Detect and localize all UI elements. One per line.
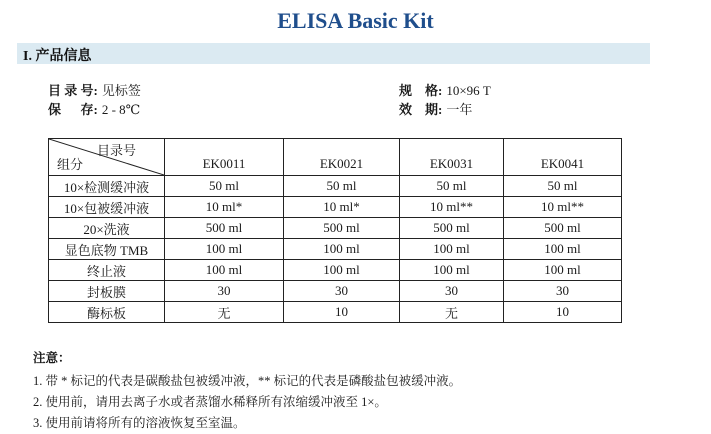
component-name: 显色底物 TMB bbox=[49, 239, 165, 260]
table-cell: 100 ml bbox=[284, 260, 400, 281]
table-cell: 100 ml bbox=[504, 239, 622, 260]
component-name: 10×包被缓冲液 bbox=[49, 197, 165, 218]
table-cell: 无 bbox=[400, 302, 504, 323]
table-cell: 50 ml bbox=[165, 176, 284, 197]
table-cell: 10 bbox=[504, 302, 622, 323]
table-cell: 100 ml bbox=[400, 239, 504, 260]
notes-title: 注意： bbox=[33, 351, 71, 365]
component-name: 20×洗液 bbox=[49, 218, 165, 239]
table-row bbox=[49, 197, 622, 218]
storage-label: 保 存: bbox=[48, 102, 98, 117]
table-cell: 100 ml bbox=[165, 260, 284, 281]
table-header-row bbox=[49, 139, 622, 176]
catalog-label: 目 录 号: bbox=[48, 83, 98, 98]
table-row bbox=[49, 302, 622, 323]
storage-value: 2 - 8℃ bbox=[101, 102, 141, 117]
note-item: 3. 使用前请将所有的溶液恢复至室温。 bbox=[33, 416, 246, 430]
table-cell: 100 ml bbox=[284, 239, 400, 260]
document-title: ELISA Basic Kit bbox=[277, 8, 434, 33]
corner-cell bbox=[49, 139, 165, 176]
table-row bbox=[49, 239, 622, 260]
table-row bbox=[49, 281, 622, 302]
component-name: 10×检测缓冲液 bbox=[49, 176, 165, 197]
component-name: 终止液 bbox=[49, 260, 165, 281]
validity-value: 一年 bbox=[446, 102, 473, 117]
table-cell: 10 bbox=[284, 302, 400, 323]
spec-field bbox=[399, 80, 491, 99]
table-cell: 500 ml bbox=[165, 218, 284, 239]
table-cell: 30 bbox=[504, 281, 622, 302]
spec-value: 10×96 T bbox=[446, 83, 491, 98]
table-cell: 10 ml** bbox=[400, 197, 504, 218]
table-cell: 50 ml bbox=[400, 176, 504, 197]
table-cell: 10 ml** bbox=[504, 197, 622, 218]
table-cell: 30 bbox=[284, 281, 400, 302]
column-header: EK0031 bbox=[400, 139, 504, 176]
table-cell: 100 ml bbox=[504, 260, 622, 281]
table-cell: 500 ml bbox=[504, 218, 622, 239]
kit-components-table bbox=[48, 138, 622, 323]
table-cell: 无 bbox=[165, 302, 284, 323]
notes-section bbox=[33, 348, 461, 434]
storage-field bbox=[48, 99, 140, 118]
section-header-product-info bbox=[17, 43, 650, 64]
column-header: EK0021 bbox=[284, 139, 400, 176]
validity-field bbox=[399, 99, 472, 118]
note-item: 1. 带 * 标记的代表是碳酸盐包被缓冲液，** 标记的代表是磷酸盐包被缓冲液。 bbox=[33, 374, 462, 388]
note-item: 2. 使用前，请用去离子水或者蒸馏水稀释所有浓缩缓冲液至 1×。 bbox=[33, 395, 387, 409]
table-row bbox=[49, 218, 622, 239]
corner-component-label: 组分 bbox=[57, 157, 84, 172]
table-cell: 50 ml bbox=[504, 176, 622, 197]
column-header: EK0041 bbox=[504, 139, 622, 176]
table-row bbox=[49, 260, 622, 281]
table-row bbox=[49, 176, 622, 197]
table-cell: 50 ml bbox=[284, 176, 400, 197]
column-header: EK0011 bbox=[165, 139, 284, 176]
table-cell: 500 ml bbox=[284, 218, 400, 239]
corner-catalog-label: 目录号 bbox=[96, 143, 136, 158]
table-cell: 500 ml bbox=[400, 218, 504, 239]
component-name: 酶标板 bbox=[49, 302, 165, 323]
spec-label: 规 格: bbox=[399, 83, 443, 98]
catalog-value: 见标签 bbox=[101, 83, 141, 98]
table-cell: 30 bbox=[400, 281, 504, 302]
section-title: I. 产品信息 bbox=[23, 49, 92, 64]
catalog-number-field bbox=[48, 80, 141, 99]
table-cell: 10 ml* bbox=[165, 197, 284, 218]
table-cell: 10 ml* bbox=[284, 197, 400, 218]
component-name: 封板膜 bbox=[49, 281, 165, 302]
table-cell: 100 ml bbox=[165, 239, 284, 260]
validity-label: 效 期: bbox=[399, 102, 443, 117]
table-cell: 100 ml bbox=[400, 260, 504, 281]
table-cell: 30 bbox=[165, 281, 284, 302]
